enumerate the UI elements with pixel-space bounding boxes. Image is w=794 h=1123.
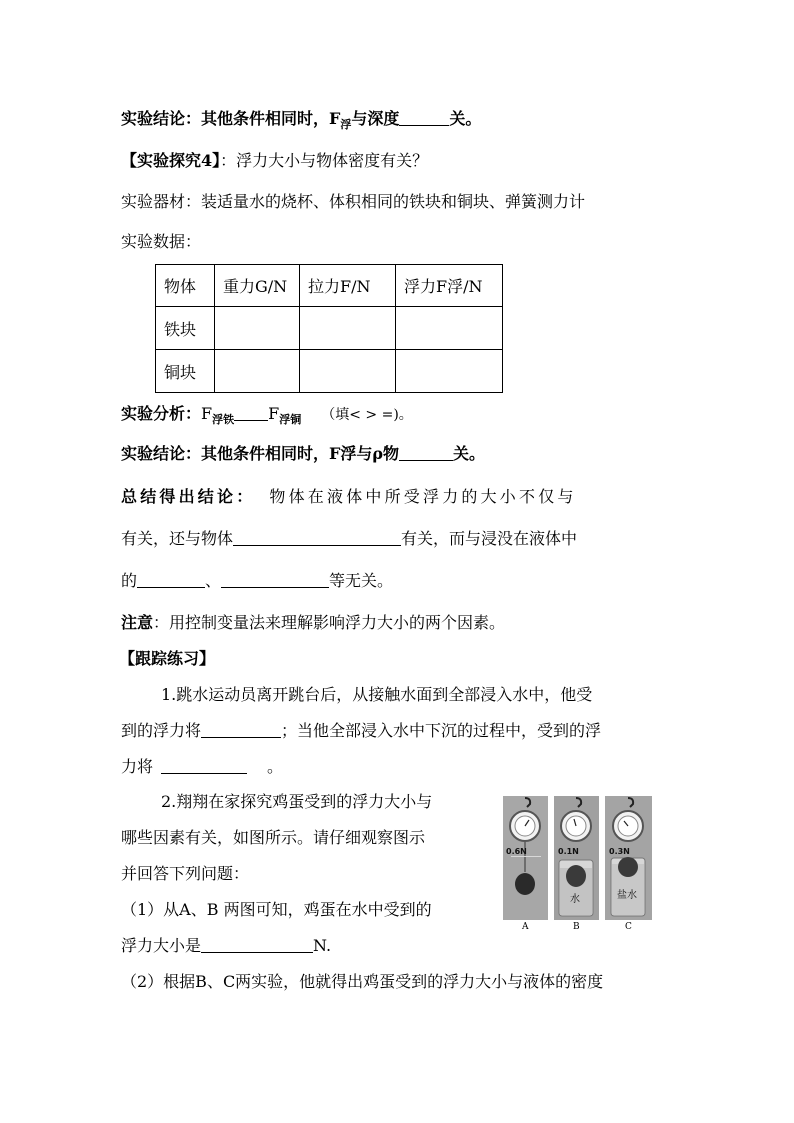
- q1-line-2: 到的浮力将 ；当他全部浸入水中下沉的过程中，受到的浮: [121, 721, 602, 740]
- figure-label-a: A: [522, 922, 529, 932]
- table-cell: 铜块: [156, 350, 215, 393]
- blank[interactable]: [221, 571, 329, 588]
- data-label: 实验数据：: [121, 232, 202, 251]
- panel-c: [605, 796, 652, 920]
- reading-a: 0.6N: [506, 847, 527, 856]
- q1-line-1: 1.跳水运动员离开跳台后，从接触水面到全部浸入水中，他受: [161, 685, 593, 704]
- table-row: [156, 307, 503, 350]
- conclusion-depth: 实验结论：其他条件相同时，$F_浮$与深度 关。: [121, 109, 482, 131]
- table-cell[interactable]: [300, 307, 396, 350]
- table-row: [156, 350, 503, 393]
- note-line: 注意：用控制变量法来理解影响浮力大小的两个因素。: [121, 613, 506, 632]
- blank[interactable]: [161, 757, 247, 774]
- blank[interactable]: [201, 721, 281, 738]
- reading-b: 0.1N: [558, 847, 579, 856]
- panel-a: [503, 796, 548, 920]
- inquiry4-heading: 【实验探究4】：浮力大小与物体密度有关？: [121, 151, 429, 170]
- table-header: 拉力F/N: [300, 265, 396, 307]
- figure-label-b: B: [573, 922, 580, 932]
- table-cell[interactable]: [396, 350, 503, 393]
- q2-line-3: 并回答下列问题：: [121, 864, 250, 883]
- table-cell[interactable]: [396, 307, 503, 350]
- practice-title: 【跟踪练习】: [119, 649, 216, 668]
- egg-buoyancy-figure: [503, 796, 652, 936]
- q1-line-3: 力将 。: [121, 757, 284, 776]
- summary-line-2: 有关，还与物体 有关，而与浸没在液体中: [121, 529, 578, 548]
- blank[interactable]: [233, 529, 401, 546]
- analysis-line: 实验分析：$F_{浮铁}$ $F_{浮铜}$ （填< > =)。: [121, 404, 413, 426]
- table-header-row: [156, 265, 503, 307]
- blank[interactable]: [234, 404, 268, 421]
- q2-line-6: （2）根据B、C两实验，他就得出鸡蛋受到的浮力大小与液体的密度: [121, 972, 604, 991]
- summary-line-1: 总结得出结论： 物体在液体中所受浮力的大小不仅与: [121, 487, 577, 506]
- blank[interactable]: [201, 936, 313, 953]
- q2-line-5: 浮力大小是 N.: [121, 936, 332, 955]
- reading-c: 0.3N: [609, 847, 630, 856]
- equipment-line: 实验器材：装适量水的烧杯、体积相同的铁块和铜块、弹簧测力计: [121, 192, 586, 211]
- conclusion-density: 实验结论：其他条件相同时，F浮与ρ物 关。: [121, 444, 486, 463]
- figure-label-c: C: [625, 922, 632, 932]
- q2-line-2: 哪些因素有关，如图所示。请仔细观察图示: [121, 828, 426, 847]
- q2-line-4: （1）从A、B 两图可知，鸡蛋在水中受到的: [121, 900, 432, 919]
- blank[interactable]: [399, 109, 449, 126]
- table-cell: 铁块: [156, 307, 215, 350]
- table-header: 重力G/N: [215, 265, 300, 307]
- liquid-label-b: 水: [570, 894, 580, 905]
- summary-line-3: 的 、 等无关。: [121, 571, 394, 590]
- data-table: [155, 264, 503, 393]
- table-cell[interactable]: [215, 350, 300, 393]
- liquid-label-c: 盐水: [617, 890, 637, 901]
- table-header: 浮力F浮/N: [396, 265, 503, 307]
- table-cell[interactable]: [300, 350, 396, 393]
- table-header: 物体: [156, 265, 215, 307]
- q2-line-1: 2.翔翔在家探究鸡蛋受到的浮力大小与: [161, 792, 433, 811]
- table-cell[interactable]: [215, 307, 300, 350]
- panel-b: [554, 796, 599, 920]
- figure-photos: [503, 796, 652, 920]
- blank[interactable]: [137, 571, 205, 588]
- blank[interactable]: [399, 444, 453, 461]
